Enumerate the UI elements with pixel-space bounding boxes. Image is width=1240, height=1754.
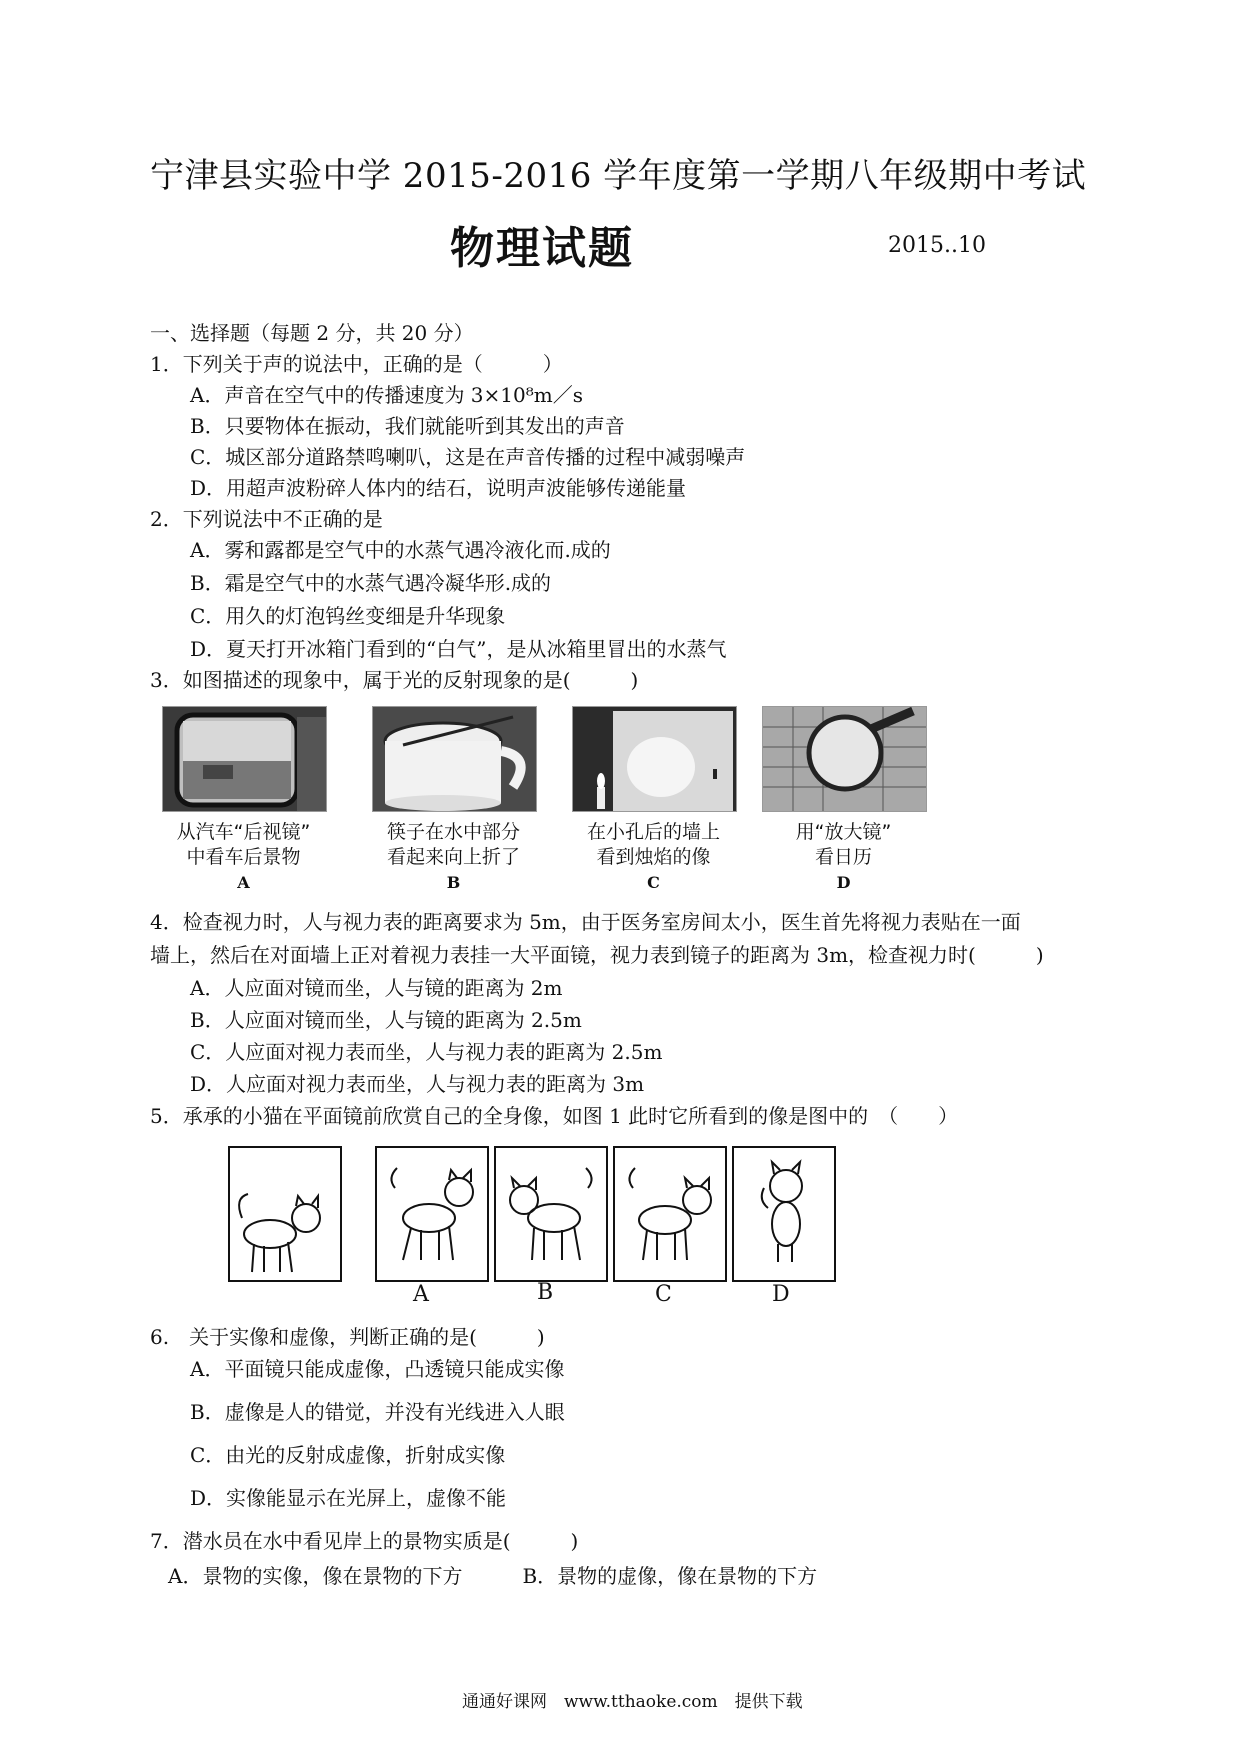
figure-a-caption: 从汽车“后视镜” 中看车后景物 A <box>176 821 311 892</box>
figure-c-caption: 在小孔后的墙上 看到烛焰的像 C <box>586 821 720 892</box>
q1-option-a: A．声音在空气中的传播速度为 3×10⁸m／s <box>190 383 583 407</box>
q1-option-d: D．用超声波粉碎人体内的结石，说明声波能够传递能量 <box>190 476 687 500</box>
cat-option-a-figure <box>375 1146 489 1282</box>
exam-date: 2015..10 <box>888 233 986 258</box>
cat-label-b: B <box>537 1280 554 1305</box>
question-6: 6. 关于实像和虚像，判断正确的是( ) <box>150 1325 545 1349</box>
section-heading: 一、选择题（每题 2 分，共 20 分） <box>150 321 474 345</box>
exam-title: 宁津县实验中学 2015-2016 学年度第一学期八年级期中考试 <box>150 156 1087 196</box>
q2-option-d: D．夏天打开冰箱门看到的“白气”，是从冰箱里冒出的水蒸气 <box>190 637 727 661</box>
magnifier-calendar-photo <box>762 706 927 812</box>
q7-options-ab: A．景物的实像，像在景物的下方 B．景物的虚像，像在景物的下方 <box>168 1564 818 1588</box>
figure-d-caption: 用“放大镜” 看日历 D <box>795 821 892 892</box>
q6-option-a: A．平面镜只能成虚像，凸透镜只能成实像 <box>190 1357 565 1381</box>
question-4-line2: 墙上，然后在对面墙上正对着视力表挂一大平面镜，视力表到镜子的距离为 3m，检查视力时( ) <box>150 943 1044 967</box>
q6-option-b: B．虚像是人的错觉，并没有光线进入人眼 <box>190 1400 565 1424</box>
q4-option-c: C．人应面对视力表而坐，人与视力表的距离为 2.5m <box>190 1040 663 1064</box>
cat-label-c: C <box>655 1282 672 1307</box>
q4-option-d: D．人应面对视力表而坐，人与视力表的距离为 3m <box>190 1072 645 1096</box>
question-4-line1: 4．检查视力时，人与视力表的距离要求为 5m，由于医务室房间太小，医生首先将视力表贴在一面 <box>150 910 1021 934</box>
cat-option-c-figure <box>613 1146 727 1282</box>
question-7: 7．潜水员在水中看见岸上的景物实质是( ) <box>150 1529 579 1553</box>
question-5: 5．承承的小猫在平面镜前欣赏自己的全身像，如图 1 此时它所看到的像是图中的 （ ） <box>150 1104 959 1128</box>
rearview-mirror-photo <box>162 706 327 812</box>
chopstick-cup-photo <box>372 706 537 812</box>
question-3: 3．如图描述的现象中，属于光的反射现象的是( ) <box>150 668 639 692</box>
q4-option-b: B．人应面对镜而坐，人与镜的距离为 2.5m <box>190 1008 582 1032</box>
page-footer: 通通好课网 www.tthaoke.com 提供下载 <box>462 1692 803 1712</box>
cat-label-d: D <box>772 1282 790 1307</box>
cat-label-a: A <box>413 1282 429 1307</box>
question-2: 2．下列说法中不正确的是 <box>150 507 383 531</box>
figure-b-caption: 筷子在水中部分 看起来向上折了 B <box>386 821 520 892</box>
q1-option-b: B．只要物体在振动，我们就能听到其发出的声音 <box>190 414 625 438</box>
q6-option-c: C．由光的反射成虚像，折射成实像 <box>190 1443 506 1467</box>
pinhole-candle-photo <box>572 706 737 812</box>
cat-original-figure <box>228 1146 342 1282</box>
cat-option-d-figure <box>732 1146 836 1282</box>
cat-option-b-figure <box>494 1146 608 1282</box>
exam-subtitle: 物理试题 <box>450 223 634 274</box>
q4-option-a: A．人应面对镜而坐，人与镜的距离为 2m <box>190 976 563 1000</box>
q6-option-d: D．实像能显示在光屏上，虚像不能 <box>190 1486 507 1510</box>
question-1: 1．下列关于声的说法中，正确的是（ ） <box>150 352 563 376</box>
q2-option-b: B．霜是空气中的水蒸气遇冷凝华形.成的 <box>190 571 552 595</box>
q1-option-c: C．城区部分道路禁鸣喇叭，这是在声音传播的过程中减弱噪声 <box>190 445 746 469</box>
q2-option-a: A．雾和露都是空气中的水蒸气遇冷液化而.成的 <box>190 538 611 562</box>
q2-option-c: C．用久的灯泡钨丝变细是升华现象 <box>190 604 506 628</box>
